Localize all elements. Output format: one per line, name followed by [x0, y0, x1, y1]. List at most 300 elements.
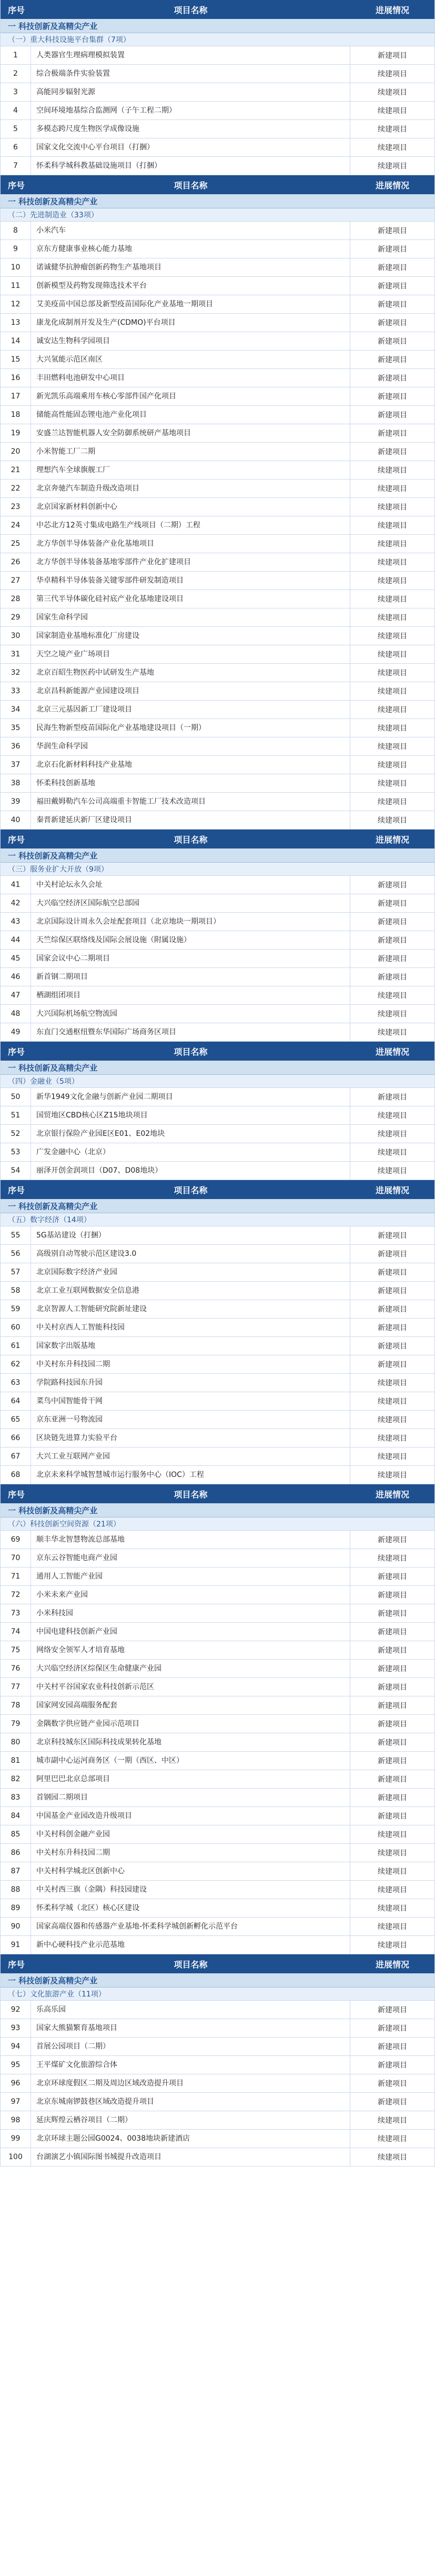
- row-number: 78: [1, 1696, 31, 1714]
- project-status: 续建项目: [378, 1868, 407, 1876]
- project-status: 续建项目: [378, 1831, 407, 1839]
- row-number: 83: [1, 1789, 31, 1806]
- project-status: 新建项目: [378, 448, 407, 456]
- project-name: 北京环球主题公园G0024、0038地块新建酒店: [31, 2130, 350, 2148]
- table-row: [1, 157, 434, 175]
- table-header: [1, 830, 434, 848]
- table-row: [1, 1447, 434, 1466]
- table-header: [1, 1484, 434, 1503]
- project-status: 新建项目: [378, 1250, 407, 1259]
- project-name: 中关村东升科技园二期: [31, 1844, 350, 1862]
- row-number: 47: [1, 986, 31, 1004]
- project-status: 续建项目: [378, 1149, 407, 1157]
- table-row: [1, 793, 434, 811]
- row-number: 25: [1, 535, 31, 553]
- row-number: 38: [1, 774, 31, 792]
- row-number: 79: [1, 1715, 31, 1733]
- table-header: [1, 175, 434, 194]
- project-status: 新建项目: [378, 1324, 407, 1332]
- table-row: [1, 1245, 434, 1263]
- row-number: 93: [1, 2019, 31, 2037]
- project-name: 北京科技城东区国际科技成果转化基地: [31, 1733, 350, 1751]
- section-title: 一 科技创新及高精尖产业: [1, 19, 434, 33]
- project-status: 续建项目: [378, 162, 407, 171]
- row-number: 42: [1, 894, 31, 912]
- table-row: [1, 1770, 434, 1789]
- row-number: 63: [1, 1374, 31, 1392]
- project-name: 北京三元基因新工厂建设项目: [31, 701, 350, 718]
- project-name: 乐高乐园: [31, 2001, 350, 2019]
- table-row: [1, 645, 434, 664]
- row-number: 88: [1, 1881, 31, 1899]
- project-name: 中国电建科技创新产业园: [31, 1623, 350, 1641]
- table-row: [1, 1660, 434, 1678]
- row-number: 65: [1, 1411, 31, 1429]
- group-title: （五）数字经济（14项）: [1, 1213, 434, 1226]
- row-number: 60: [1, 1319, 31, 1336]
- table-row: [1, 931, 434, 950]
- header-status: 进展情况: [375, 834, 409, 845]
- project-status: 新建项目: [378, 1232, 407, 1240]
- project-name: 大兴工业互联网产业园: [31, 1447, 350, 1465]
- project-name: 诚安达生物科学园项目: [31, 332, 350, 350]
- row-number: 91: [1, 1936, 31, 1954]
- table-block: [0, 1484, 435, 1954]
- project-status: 续建项目: [378, 798, 407, 806]
- project-name: 中国基金产业园改造升级项目: [31, 1807, 350, 1825]
- header-no: 序号: [8, 5, 25, 15]
- project-name: 北京石化新材料科技产业基地: [31, 756, 350, 774]
- header-name: 项目名称: [174, 180, 208, 191]
- project-status: 新建项目: [378, 2006, 407, 2014]
- project-status: 续建项目: [378, 1167, 407, 1175]
- project-status: 续建项目: [378, 577, 407, 585]
- project-status: 续建项目: [378, 1112, 407, 1120]
- table-row: [1, 1844, 434, 1862]
- row-number: 4: [1, 102, 31, 119]
- project-status: 续建项目: [378, 540, 407, 548]
- project-name: 学院路科技园东升园: [31, 1374, 350, 1392]
- table-row: [1, 1355, 434, 1374]
- header-status: 进展情况: [375, 1185, 409, 1195]
- row-number: 73: [1, 1604, 31, 1622]
- row-number: 70: [1, 1549, 31, 1567]
- project-name: 国家文化交流中心平台项目（打捆）: [31, 138, 350, 156]
- project-status: 续建项目: [378, 144, 407, 152]
- row-number: 13: [1, 314, 31, 332]
- table-row: [1, 1715, 434, 1733]
- project-status: 新建项目: [378, 1665, 407, 1673]
- project-status: 续建项目: [378, 724, 407, 733]
- table-row: [1, 774, 434, 793]
- table-row: [1, 1319, 434, 1337]
- project-status: 续建项目: [378, 1554, 407, 1563]
- project-name: 天空之境产业广场项目: [31, 645, 350, 663]
- header-status: 进展情况: [375, 180, 409, 191]
- project-name: 5G基站建设（打捆）: [31, 1226, 350, 1244]
- project-name: 小米未来产业园: [31, 1586, 350, 1604]
- header-status: 进展情况: [375, 1489, 409, 1500]
- row-number: 44: [1, 931, 31, 949]
- table-row: [1, 1531, 434, 1549]
- project-name: 东直门交通枢纽暨东华国际广场商务区项目: [31, 1023, 350, 1041]
- project-status: 续建项目: [378, 1416, 407, 1424]
- table-row: [1, 1789, 434, 1807]
- header-name: 项目名称: [174, 1046, 208, 1057]
- table-row: [1, 737, 434, 756]
- project-status: 续建项目: [378, 1849, 407, 1858]
- table-row: [1, 1807, 434, 1825]
- project-name: 中芯北方12英寸集成电路生产线项目（二期）工程: [31, 516, 350, 534]
- project-name: 顺丰华北智慧物流总部基地: [31, 1531, 350, 1549]
- header-status: 进展情况: [375, 1046, 409, 1057]
- header-no: 序号: [8, 834, 25, 845]
- project-name: 首展公园项目（二期）: [31, 2038, 350, 2055]
- project-name: 创新模型及药物发现筛选技术平台: [31, 277, 350, 295]
- row-number: 29: [1, 608, 31, 626]
- project-name: 高级别自动驾驶示范区建设3.0: [31, 1245, 350, 1263]
- row-number: 34: [1, 701, 31, 718]
- project-name: 金隅数字供应链产业园示范项目: [31, 1715, 350, 1733]
- row-number: 74: [1, 1623, 31, 1641]
- row-number: 27: [1, 572, 31, 590]
- table-row: [1, 295, 434, 314]
- project-status: 新建项目: [378, 1536, 407, 1544]
- row-number: 19: [1, 424, 31, 442]
- project-name: 京东云谷智能电商产业园: [31, 1549, 350, 1567]
- row-number: 50: [1, 1088, 31, 1106]
- project-status: 新建项目: [378, 1305, 407, 1314]
- project-status: 续建项目: [378, 992, 407, 1000]
- project-name: 华润生命科学园: [31, 737, 350, 755]
- row-number: 40: [1, 811, 31, 829]
- project-status: 新建项目: [378, 282, 407, 291]
- project-name: 康龙化成制剂开发及生产(CDMO)平台项目: [31, 314, 350, 332]
- project-status: 新建项目: [378, 2024, 407, 2033]
- table-row: [1, 406, 434, 424]
- table-row: [1, 682, 434, 701]
- project-status: 续建项目: [378, 1010, 407, 1019]
- row-number: 57: [1, 1263, 31, 1281]
- table-row: [1, 83, 434, 102]
- header-no: 序号: [8, 1959, 25, 1970]
- project-status: 新建项目: [378, 1720, 407, 1729]
- table-row: [1, 1374, 434, 1392]
- header-no: 序号: [8, 1489, 25, 1500]
- table-row: [1, 277, 434, 295]
- table-block: [0, 0, 435, 175]
- row-number: 9: [1, 240, 31, 258]
- project-name: 京东亚洲一号物流园: [31, 1411, 350, 1429]
- project-name: 王平煤矿文化旅游综合体: [31, 2056, 350, 2074]
- project-name: 小米汽车: [31, 222, 350, 239]
- row-number: 77: [1, 1678, 31, 1696]
- table-row: [1, 1143, 434, 1162]
- row-number: 5: [1, 120, 31, 138]
- project-status: 续建项目: [378, 1886, 407, 1894]
- table-row: [1, 2074, 434, 2093]
- table-row: [1, 102, 434, 120]
- project-name: 中关村科学城北区创新中心: [31, 1862, 350, 1880]
- project-name: 丰田燃料电池研发中心项目: [31, 369, 350, 387]
- row-number: 46: [1, 968, 31, 986]
- project-name: 首钢园二期项目: [31, 1789, 350, 1806]
- row-number: 17: [1, 387, 31, 405]
- project-status: 新建项目: [378, 1812, 407, 1821]
- row-number: 22: [1, 480, 31, 497]
- row-number: 81: [1, 1752, 31, 1770]
- project-status: 续建项目: [378, 706, 407, 714]
- table-row: [1, 572, 434, 590]
- row-number: 51: [1, 1106, 31, 1124]
- table-row: [1, 1023, 434, 1042]
- project-status: 新建项目: [378, 245, 407, 254]
- table-row: [1, 1282, 434, 1300]
- table-row: [1, 1733, 434, 1752]
- project-status: 新建项目: [378, 1646, 407, 1655]
- table-row: [1, 2019, 434, 2038]
- table-row: [1, 369, 434, 387]
- project-status: 新建项目: [378, 1269, 407, 1277]
- project-name: 通用人工智能产业园: [31, 1567, 350, 1585]
- project-status: 新建项目: [378, 337, 407, 346]
- table-row: [1, 1337, 434, 1355]
- table-row: [1, 1899, 434, 1918]
- row-number: 71: [1, 1567, 31, 1585]
- row-number: 68: [1, 1466, 31, 1484]
- project-status: 续建项目: [378, 780, 407, 788]
- row-number: 12: [1, 295, 31, 313]
- project-status: 续建项目: [378, 687, 407, 696]
- row-number: 67: [1, 1447, 31, 1465]
- table-row: [1, 1300, 434, 1319]
- table-row: [1, 1106, 434, 1125]
- row-number: 6: [1, 138, 31, 156]
- project-name: 华卓精科半导体装备关键零部件研发制造项目: [31, 572, 350, 590]
- table-row: [1, 2130, 434, 2148]
- row-number: 14: [1, 332, 31, 350]
- project-status: 新建项目: [378, 1739, 407, 1747]
- row-number: 80: [1, 1733, 31, 1751]
- project-name: 秦晋新建延庆新厂区建设项目: [31, 811, 350, 829]
- table-row: [1, 1125, 434, 1143]
- project-status: 续建项目: [378, 2116, 407, 2125]
- project-status: 新建项目: [378, 1775, 407, 1784]
- table-row: [1, 1162, 434, 1180]
- row-number: 59: [1, 1300, 31, 1318]
- project-status: 续建项目: [378, 595, 407, 604]
- row-number: 21: [1, 461, 31, 479]
- row-number: 18: [1, 406, 31, 424]
- project-status: 新建项目: [378, 936, 407, 945]
- table-row: [1, 2148, 434, 2166]
- project-status: 新建项目: [378, 2098, 407, 2106]
- project-name: 北京国际设计周永久会址配套项目（北京地块一期项目）: [31, 913, 350, 931]
- project-status: 新建项目: [378, 918, 407, 926]
- project-status: 新建项目: [378, 1342, 407, 1351]
- header-status: 进展情况: [375, 1959, 409, 1970]
- project-status: 续建项目: [378, 88, 407, 97]
- project-status: 新建项目: [378, 227, 407, 235]
- project-status: 续建项目: [378, 70, 407, 78]
- project-status: 新建项目: [378, 973, 407, 982]
- project-name: 中关村京西人工智能科技园: [31, 1319, 350, 1336]
- project-name: 新华1949文化金融与创新产业园二期项目: [31, 1088, 350, 1106]
- project-status: 续建项目: [378, 651, 407, 659]
- table-row: [1, 387, 434, 406]
- project-status: 新建项目: [378, 356, 407, 364]
- project-name: 储能高性能固态锂电池产业化项目: [31, 406, 350, 424]
- project-status: 新建项目: [378, 264, 407, 272]
- table-block: [0, 1042, 435, 1180]
- project-name: 人类器官生理病理模拟装置: [31, 46, 350, 64]
- row-number: 62: [1, 1355, 31, 1373]
- row-number: 48: [1, 1005, 31, 1023]
- table-row: [1, 1392, 434, 1411]
- project-status: 新建项目: [378, 1628, 407, 1636]
- row-number: 95: [1, 2056, 31, 2074]
- project-name: 福田戴姆勒汽车公司高端重卡智能工厂技术改造项目: [31, 793, 350, 811]
- project-status: 续建项目: [378, 1434, 407, 1443]
- table-header: [1, 0, 434, 19]
- project-status: 新建项目: [378, 301, 407, 309]
- row-number: 37: [1, 756, 31, 774]
- project-status: 新建项目: [378, 900, 407, 908]
- table-row: [1, 332, 434, 351]
- table-row: [1, 894, 434, 913]
- header-no: 序号: [8, 1046, 25, 1057]
- row-number: 96: [1, 2074, 31, 2092]
- table-row: [1, 608, 434, 627]
- table-row: [1, 240, 434, 258]
- table-row: [1, 1752, 434, 1770]
- project-name: 安盛兰达智能机器人安全防御系统研产基地项目: [31, 424, 350, 442]
- project-name: 高能同步辐射光源: [31, 83, 350, 101]
- row-number: 32: [1, 664, 31, 682]
- project-name: 新首钢二期项目: [31, 968, 350, 986]
- table-row: [1, 424, 434, 443]
- project-status: 新建项目: [378, 1702, 407, 1710]
- group-title: （二）先进制造业（33项）: [1, 208, 434, 222]
- row-number: 61: [1, 1337, 31, 1355]
- project-name: 新中心硬科技产业示范基地: [31, 1936, 350, 1954]
- group-title: （三）服务业扩大开放（9项）: [1, 863, 434, 876]
- table-row: [1, 1226, 434, 1245]
- row-number: 30: [1, 627, 31, 645]
- project-name: 国家数字出版基地: [31, 1337, 350, 1355]
- table-row: [1, 498, 434, 516]
- project-name: 综合极端条件实验装置: [31, 65, 350, 83]
- row-number: 1: [1, 46, 31, 64]
- project-status: 续建项目: [378, 503, 407, 512]
- row-number: 89: [1, 1899, 31, 1917]
- row-number: 26: [1, 553, 31, 571]
- group-title: （四）金融业（5项）: [1, 1075, 434, 1088]
- header-no: 序号: [8, 1185, 25, 1195]
- table-row: [1, 756, 434, 774]
- table-row: [1, 1549, 434, 1567]
- row-number: 52: [1, 1125, 31, 1143]
- header-no: 序号: [8, 180, 25, 191]
- project-status: 续建项目: [378, 632, 407, 641]
- project-name: 诺诚健华抗肿瘤创新药物生产基地项目: [31, 258, 350, 276]
- project-name: 小米智能工厂二期: [31, 443, 350, 461]
- row-number: 20: [1, 443, 31, 461]
- row-number: 69: [1, 1531, 31, 1549]
- row-number: 58: [1, 1282, 31, 1300]
- row-number: 97: [1, 2093, 31, 2111]
- table-row: [1, 950, 434, 968]
- table-row: [1, 1862, 434, 1881]
- project-status: 续建项目: [378, 1453, 407, 1461]
- project-name: 北京国际数字经济产业园: [31, 1263, 350, 1281]
- table-row: [1, 443, 434, 461]
- project-status: 续建项目: [378, 2153, 407, 2162]
- section-title: 一 科技创新及高精尖产业: [1, 1503, 434, 1517]
- row-number: 76: [1, 1660, 31, 1678]
- row-number: 72: [1, 1586, 31, 1604]
- row-number: 86: [1, 1844, 31, 1862]
- project-status: 续建项目: [378, 1029, 407, 1037]
- project-name: 北京百昭生物医药中试研发生产基地: [31, 664, 350, 682]
- project-status: 续建项目: [378, 1471, 407, 1480]
- table-row: [1, 876, 434, 894]
- table-row: [1, 1918, 434, 1936]
- group-title: （七）文化旅游产业（11项）: [1, 1988, 434, 2001]
- project-name: 空间环境地基综合监测网（子午工程二期）: [31, 102, 350, 119]
- project-status: 续建项目: [378, 614, 407, 622]
- project-name: 中关村科创金融产业园: [31, 1825, 350, 1843]
- table-row: [1, 461, 434, 480]
- project-status: 续建项目: [378, 669, 407, 677]
- project-name: 大兴临空经济区国际航空总部园: [31, 894, 350, 912]
- project-status: 新建项目: [378, 319, 407, 327]
- table-header: [1, 1954, 434, 1973]
- project-name: 北京环球度假区二期及周边区域改造提升项目: [31, 2074, 350, 2092]
- table-row: [1, 719, 434, 737]
- project-status: 续建项目: [378, 1130, 407, 1139]
- table-row: [1, 1881, 434, 1899]
- table-row: [1, 2038, 434, 2056]
- row-number: 49: [1, 1023, 31, 1041]
- row-number: 75: [1, 1641, 31, 1659]
- project-name: 区块链先进算力实验平台: [31, 1429, 350, 1447]
- project-name: 怀柔科学城科教基础设施项目（打捆）: [31, 157, 350, 175]
- row-number: 99: [1, 2130, 31, 2148]
- table-row: [1, 664, 434, 682]
- header-name: 项目名称: [174, 834, 208, 845]
- project-status: 续建项目: [378, 485, 407, 493]
- project-name: 天竺综保区联络线及国际会展设施（附属设施）: [31, 931, 350, 949]
- table-row: [1, 1466, 434, 1484]
- project-status: 新建项目: [378, 1287, 407, 1295]
- row-number: 28: [1, 590, 31, 608]
- table-row: [1, 2093, 434, 2111]
- row-number: 31: [1, 645, 31, 663]
- table-row: [1, 1567, 434, 1586]
- project-status: 新建项目: [378, 393, 407, 401]
- row-number: 90: [1, 1918, 31, 1935]
- table-header: [1, 1180, 434, 1199]
- project-name: 城市副中心运河商务区（一期（西区、中区）: [31, 1752, 350, 1770]
- project-name: 网络安全领军人才培育基地: [31, 1641, 350, 1659]
- row-number: 54: [1, 1162, 31, 1180]
- project-status: 新建项目: [378, 881, 407, 890]
- project-name: 北方华创半导体装备基地零部件产业化扩建项目: [31, 553, 350, 571]
- project-status: 续建项目: [378, 466, 407, 475]
- table-row: [1, 138, 434, 157]
- table-block: [0, 175, 435, 830]
